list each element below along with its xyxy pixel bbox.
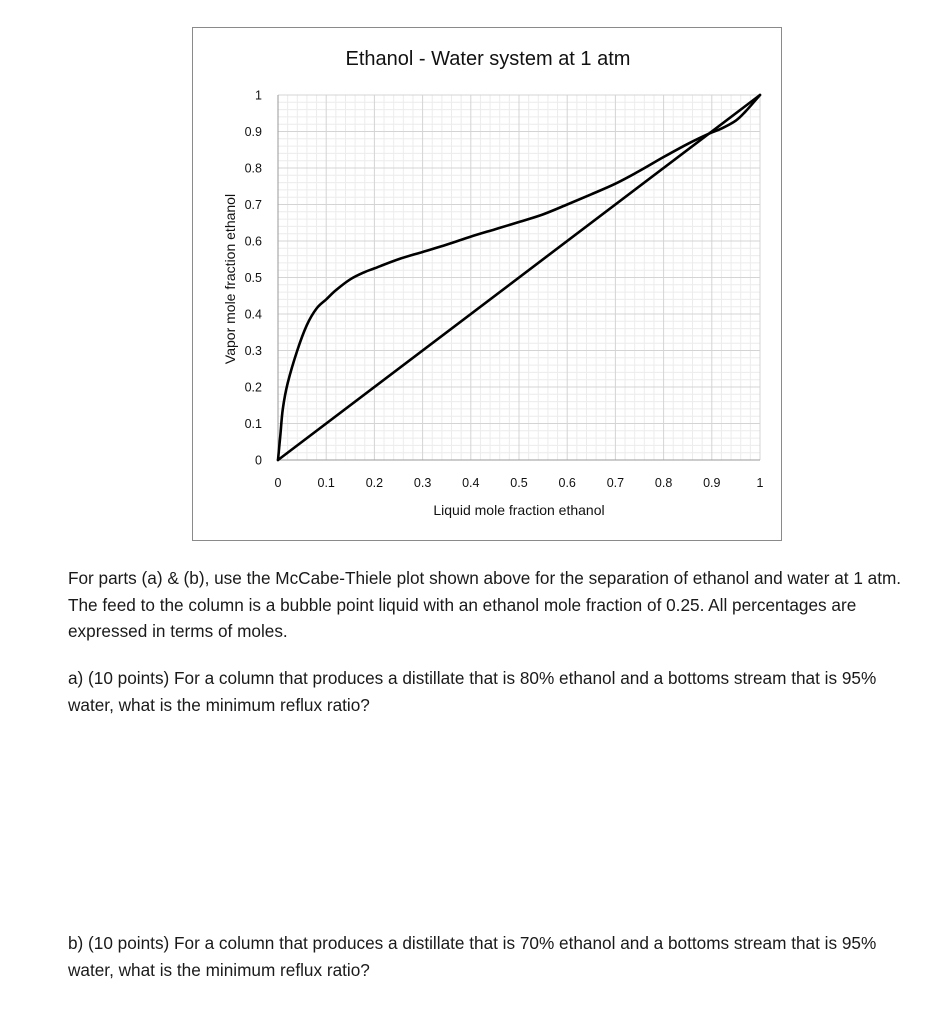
y-axis-label: Vapor mole fraction ethanol <box>222 193 238 365</box>
y-tick-label: 1 <box>255 88 262 103</box>
y-tick-label: 0.6 <box>244 234 262 249</box>
mccabe-thiele-chart <box>193 28 783 542</box>
x-tick-label: 1 <box>756 476 764 490</box>
question-b: b) (10 points) For a column that produces a distillate that is 70% ethanol and a bottoms stream that is 95% water, what is the minimum reflux ratio? <box>68 933 877 980</box>
y-tick-label: 0.9 <box>244 125 262 139</box>
y-tick-label: 0.1 <box>244 417 262 431</box>
x-tick-label: 0.8 <box>654 476 673 490</box>
x-tick-label: 0.2 <box>365 476 384 490</box>
y-tick-label: 0.4 <box>244 307 262 322</box>
x-tick-label: 0.1 <box>317 476 335 490</box>
question-a: a) (10 points) For a column that produces a distillate that is 80% ethanol and a bottoms stream that is 95% water, what is the minimum reflux ratio? <box>68 668 877 715</box>
chart-title: Ethanol - Water system at 1 atm <box>345 48 631 70</box>
y-tick-label: 0.3 <box>244 344 262 358</box>
y-tick-label: 0.2 <box>244 380 262 395</box>
x-tick-label: 0 <box>274 476 282 490</box>
y-tick-label: 0.5 <box>244 271 262 285</box>
y-tick-label: 0 <box>255 453 262 468</box>
x-tick-label: 0.3 <box>413 476 432 490</box>
x-tick-label: 0.7 <box>606 476 625 490</box>
x-axis-label: Liquid mole fraction ethanol <box>433 502 605 518</box>
x-tick-label: 0.4 <box>462 476 480 490</box>
intro-paragraph: For parts (a) & (b), use the McCabe-Thiele plot shown above for the separation of ethanol and water at 1 atm. The feed to the column is a bubble point liquid with an ethanol mole fraction of 0.25. All percentages are expressed in terms of moles. <box>68 568 902 641</box>
y-tick-label: 0.7 <box>244 198 262 212</box>
x-tick-label: 0.6 <box>558 476 576 490</box>
x-tick-label: 0.5 <box>510 476 528 490</box>
y-tick-label: 0.8 <box>244 161 262 176</box>
x-tick-label: 0.9 <box>703 476 721 490</box>
chart-frame <box>192 27 782 541</box>
